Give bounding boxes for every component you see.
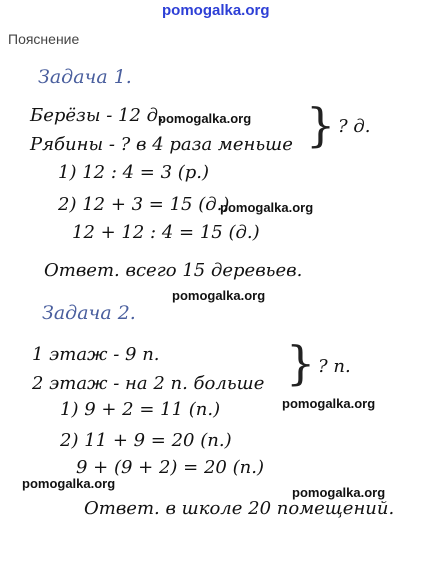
task1-step1: 1) 12 : 4 = 3 (р.): [58, 162, 210, 183]
task1-step2: 2) 12 + 3 = 15 (д.): [58, 194, 230, 215]
site-header[interactable]: pomogalka.org: [162, 2, 270, 19]
watermark: pomogalka.org: [22, 476, 116, 491]
task2-step2: 2) 11 + 9 = 20 (п.): [60, 430, 232, 451]
task1-expression: 12 + 12 : 4 = 15 (д.): [72, 222, 260, 243]
task1-brace-question: ? д.: [338, 116, 371, 137]
task1-line-birches: Берёзы - 12 д.: [30, 105, 164, 126]
task2-step1: 1) 9 + 2 = 11 (п.): [60, 399, 221, 420]
task2-answer: Ответ. в школе 20 помещений.: [84, 498, 395, 519]
task2-brace-question: ? п.: [318, 356, 351, 377]
watermark: pomogalka.org: [292, 485, 386, 500]
watermark: pomogalka.org: [172, 288, 266, 303]
task2-brace: }: [286, 336, 316, 390]
task1-title: Задача 1.: [38, 66, 132, 88]
watermark: pomogalka.org: [220, 200, 314, 215]
watermark: pomogalka.org: [158, 111, 252, 126]
task2-expression: 9 + (9 + 2) = 20 (п.): [76, 457, 264, 478]
task1-brace: }: [306, 98, 336, 152]
watermark: pomogalka.org: [282, 396, 376, 411]
page-heading: Пояснение: [8, 31, 80, 47]
task1-line-rowans: Рябины - ? в 4 раза меньше: [30, 134, 293, 155]
task2-title: Задача 2.: [42, 302, 136, 324]
task2-line-floor2: 2 этаж - на 2 п. больше: [32, 373, 265, 394]
task2-line-floor1: 1 этаж - 9 п.: [32, 344, 160, 365]
task1-answer: Ответ. всего 15 деревьев.: [44, 260, 303, 281]
